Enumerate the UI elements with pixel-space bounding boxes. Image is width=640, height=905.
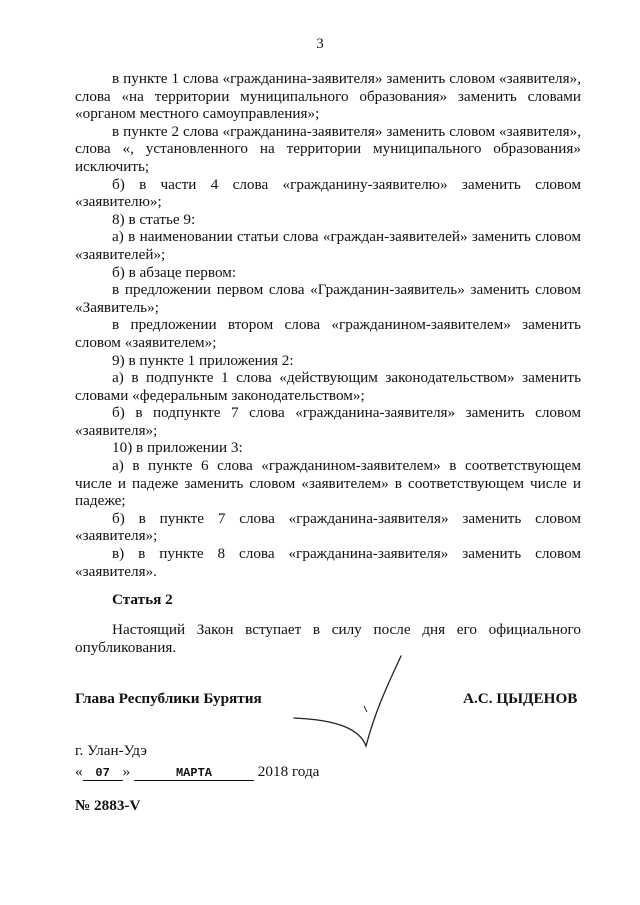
handwritten-signature	[280, 650, 410, 750]
date-year: 2018 года	[257, 763, 320, 780]
date-day: 07	[83, 766, 123, 781]
paragraph: 8) в статье 9:	[112, 210, 196, 228]
paragraph: б) в части 4 слова «гражданину-заявителю» заменить словом «заявителю»;	[75, 175, 581, 211]
paragraph: б) в абзаце первом:	[112, 263, 237, 281]
page-number: 3	[316, 36, 324, 52]
paragraph: а) в наименовании статьи слова «граждан-заявителей» заменить словом «заявителей»;	[75, 228, 581, 263]
document-number: № 2883-V	[75, 797, 141, 814]
paragraph: в) в пункте 8 слова «гражданина-заявителя» заменить словом «заявителя».	[75, 545, 581, 580]
paragraph: б) в пункте 7 слова «гражданина-заявителя» заменить словом «заявителя»;	[75, 509, 581, 545]
signer-position-title: Глава Республики Бурятия	[75, 690, 262, 707]
date-close-quote: »	[122, 763, 131, 780]
paragraph: в пункте 2 слова «гражданина-заявителя» заменить словом «заявителя», слова «, установленного на территории муниципального образования» исключить;	[75, 122, 581, 175]
paragraph: в пункте 1 слова «гражданина-заявителя» заменить словом «заявителя», слова «на территории муниципального образования» заменить словами «органом местного самоуправления»;	[75, 70, 581, 123]
paragraph: в предложении втором слова «гражданином-заявителем» заменить словом «заявителем»;	[75, 316, 581, 351]
date-month: МАРТА	[134, 766, 254, 781]
place-of-signing: г. Улан-Удэ	[75, 742, 147, 759]
paragraph: в предложении первом слова «Гражданин-заявитель» заменить словом «Заявитель»;	[75, 281, 581, 316]
paragraph: а) в пункте 6 слова «гражданином-заявителем» в соответствующем числе и падеже заменить словом «заявителем» в соответствующем числе и падеже;	[75, 457, 581, 510]
signing-date	[75, 763, 319, 781]
paragraph: 9) в пункте 1 приложения 2:	[112, 351, 294, 369]
signer-name: А.С. ЦЫДЕНОВ	[463, 690, 578, 707]
paragraph: Настоящий Закон вступает в силу после дня его официального опубликования.	[75, 621, 581, 656]
amendments-text	[75, 70, 581, 580]
date-open-quote: «	[75, 763, 83, 780]
paragraph: 10) в приложении 3:	[112, 439, 243, 457]
paragraph: б) в подпункте 7 слова «гражданина-заявителя» заменить словом «заявителя»;	[75, 404, 581, 439]
article-heading: Статья 2	[112, 591, 173, 608]
paragraph: а) в подпункте 1 слова «действующим законодательством» заменить словами «федеральным законодательством»;	[75, 369, 581, 404]
